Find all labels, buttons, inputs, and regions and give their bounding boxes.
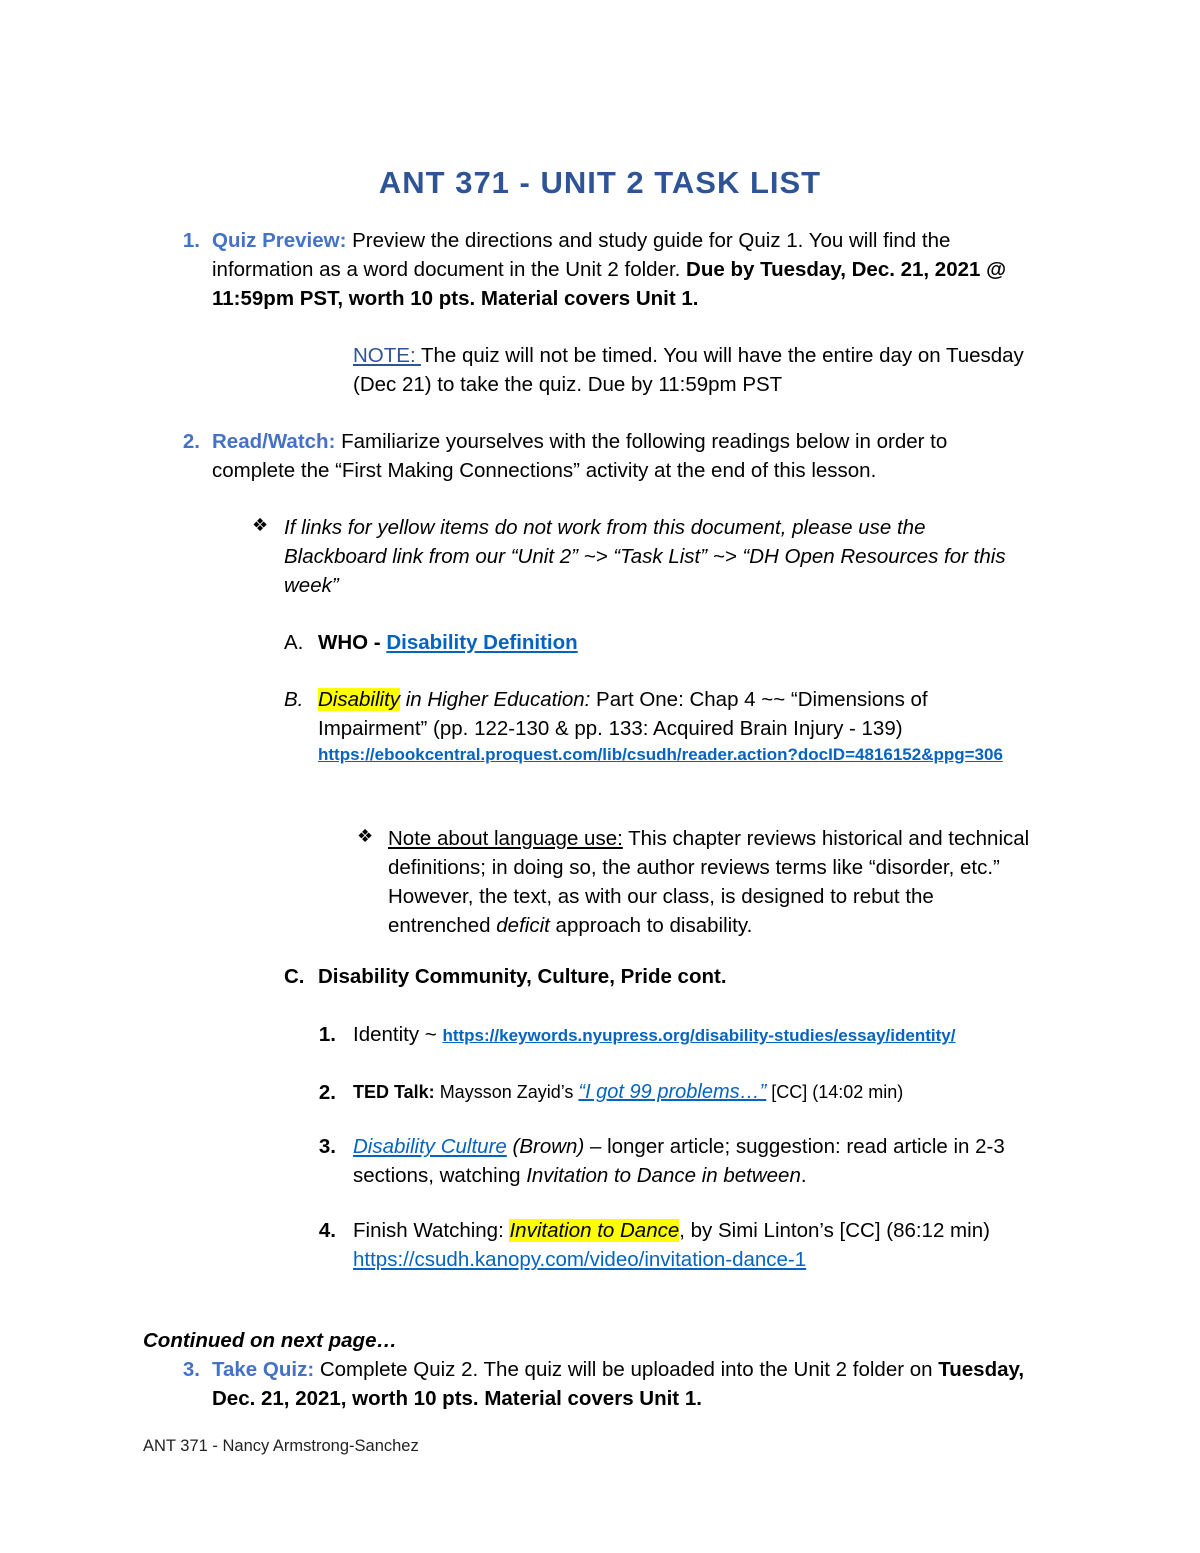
- language-note-line-1: [388, 824, 1029, 853]
- item-b-letter: B.: [284, 688, 304, 711]
- sub-2-bold: TED Talk:: [353, 1082, 435, 1102]
- item-3-label: Take Quiz:: [212, 1358, 315, 1381]
- sub-3-text-2a: sections, watching: [353, 1164, 527, 1187]
- language-note-text-4b: approach to disability.: [549, 914, 753, 937]
- language-note-text-1: This chapter reviews historical and technical: [622, 827, 1030, 850]
- sub-4-number: 4.: [318, 1219, 336, 1242]
- sub-4-highlight: Invitation to Dance: [509, 1219, 680, 1242]
- item-3-bold-1: Tuesday,: [938, 1358, 1025, 1381]
- sub-4-line-1: [353, 1216, 990, 1245]
- sub-3-number: 3.: [318, 1135, 336, 1158]
- ebook-central-link[interactable]: https://ebookcentral.proquest.com/lib/csudh/reader.action?docID=4816152&ppg=306: [318, 745, 1003, 764]
- item-2-number: 2.: [182, 430, 200, 453]
- item-1-note-line-1: [353, 341, 1024, 370]
- item-3-line-2: Dec. 21, 2021, worth 10 pts. Material covers Unit 1.: [212, 1387, 702, 1410]
- item-1-line-2: [212, 255, 1006, 284]
- sub-4-text: Finish Watching:: [353, 1219, 510, 1242]
- language-note-line-4: [388, 911, 752, 940]
- item-b-line-1: [318, 685, 928, 714]
- sub-3-line-2: [353, 1161, 807, 1190]
- item-a-bold: WHO -: [318, 631, 387, 654]
- diamond-bullet-icon: ❖: [252, 515, 269, 535]
- item-2-text-1: Familiarize yourselves with the following readings below in order to: [335, 430, 948, 453]
- sub-1-number: 1.: [318, 1023, 336, 1046]
- sub-1-line: [353, 1020, 955, 1050]
- sub-3-italic: (Brown): [506, 1135, 585, 1158]
- language-note-label: Note about language use:: [388, 827, 623, 850]
- language-note-text-4a: entrenched: [388, 914, 497, 937]
- sub-2-text: Maysson Zayid’s: [434, 1082, 579, 1102]
- item-1-number: 1.: [182, 229, 200, 252]
- item-2-line-1: [212, 427, 947, 456]
- bullet-line-1: If links for yellow items do not work from this document, please use the: [284, 516, 926, 539]
- item-3-number: 3.: [182, 1358, 200, 1381]
- ted-talk-link[interactable]: “I got 99 problems…”: [578, 1081, 767, 1103]
- item-1-note-line-2: (Dec 21) to take the quiz. Due by 11:59pm PST: [353, 373, 783, 396]
- disability-culture-link[interactable]: Disability Culture: [353, 1135, 507, 1158]
- item-b-line-2: Impairment” (pp. 122-130 & pp. 133: Acquired Brain Injury - 139): [318, 717, 903, 740]
- item-a-letter: A.: [284, 631, 304, 654]
- item-b-italic: in Higher Education:: [400, 688, 591, 711]
- item-2-line-2: complete the “First Making Connections” activity at the end of this lesson.: [212, 459, 877, 482]
- page-footer: ANT 371 - Nancy Armstrong-Sanchez: [143, 1437, 419, 1455]
- kanopy-link[interactable]: https://csudh.kanopy.com/video/invitation-dance-1: [353, 1248, 807, 1271]
- sub-3-line-1: [353, 1132, 1005, 1161]
- page-title: ANT 371 - UNIT 2 TASK LIST: [378, 165, 822, 200]
- item-1-note-text-1: The quiz will not be timed. You will have the entire day on Tuesday: [420, 344, 1024, 367]
- item-b-text-1: Part One: Chap 4 ~~ “Dimensions of: [590, 688, 928, 711]
- item-c-text: Disability Community, Culture, Pride cont.: [318, 965, 727, 988]
- item-b-highlight: Disability: [318, 688, 401, 711]
- item-1-note-label: NOTE:: [353, 344, 421, 367]
- language-note-line-3: However, the text, as with our class, is designed to rebut the: [388, 885, 934, 908]
- item-3-line-1: [212, 1355, 1024, 1384]
- sub-3-text-2b: .: [800, 1164, 807, 1187]
- item-2-label: Read/Watch:: [212, 430, 336, 453]
- item-1-label: Quiz Preview:: [212, 229, 347, 252]
- item-1-text-1: Preview the directions and study guide for Quiz 1. You will find the: [346, 229, 951, 252]
- item-1-line-3: 11:59pm PST, worth 10 pts. Material covers Unit 1.: [212, 287, 699, 310]
- bullet-line-3: week”: [284, 574, 339, 597]
- sub-2-text-2: [CC] (14:02 min): [766, 1082, 904, 1102]
- item-1-line-1: [212, 226, 950, 255]
- item-3-text-1: Complete Quiz 2. The quiz will be uploaded into the Unit 2 folder on: [314, 1358, 939, 1381]
- sub-1-text: Identity ~: [353, 1023, 443, 1046]
- item-1-due: Due by Tuesday, Dec. 21, 2021 @: [686, 258, 1007, 281]
- continued-note: Continued on next page…: [143, 1329, 397, 1352]
- diamond-bullet-icon-2: ❖: [357, 826, 374, 846]
- sub-2-line: [353, 1078, 903, 1107]
- identity-link[interactable]: https://keywords.nyupress.org/disability-studies/essay/identity/: [442, 1026, 956, 1045]
- sub-3-italic-2: Invitation to Dance in between: [526, 1164, 801, 1187]
- sub-2-number: 2.: [318, 1081, 336, 1104]
- sub-3-text-1: – longer article; suggestion: read article in 2-3: [584, 1135, 1005, 1158]
- item-1-text-2: information as a word document in the Unit 2 folder.: [212, 258, 687, 281]
- item-a-line: [318, 628, 578, 657]
- deficit-word: deficit: [496, 914, 550, 937]
- item-c-letter: C.: [284, 965, 305, 988]
- disability-definition-link[interactable]: Disability Definition: [386, 631, 578, 654]
- bullet-line-2: Blackboard link from our “Unit 2” ~> “Task List” ~> “DH Open Resources for this: [284, 545, 1006, 568]
- sub-4-text-2: , by Simi Linton’s [CC] (86:12 min): [679, 1219, 990, 1242]
- language-note-line-2: definitions; in doing so, the author reviews terms like “disorder, etc.”: [388, 856, 1000, 879]
